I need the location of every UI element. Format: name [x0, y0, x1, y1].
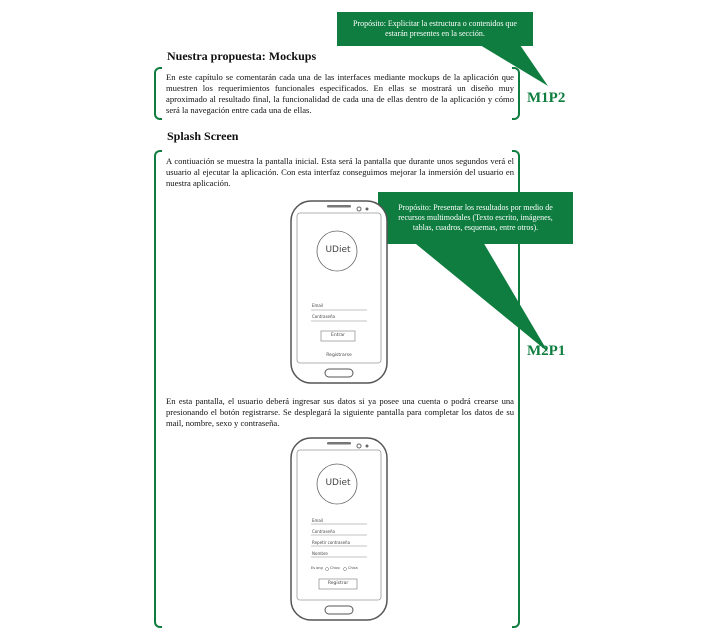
phone-frame-2: [289, 436, 389, 622]
section-heading-mockups: Nuestra propuesta: Mockups: [167, 49, 317, 63]
bracket-left-2: [154, 150, 162, 628]
section-heading-splash: Splash Screen: [167, 129, 239, 143]
phone2-register-button[interactable]: Registrar: [327, 581, 349, 586]
callout-2: [378, 192, 573, 244]
phone2-field-email[interactable]: Email: [312, 518, 324, 523]
label-m1p2: M1P2: [527, 90, 566, 106]
phone1-enter-button[interactable]: Entrar: [331, 333, 345, 338]
label-m2p1: M2P1: [527, 343, 566, 359]
phone1-logo: UDiet: [325, 245, 351, 255]
splash-paragraph-2: En esta pantalla, el usuario deberá ingresar sus datos si ya posee una cuenta o podrá crearse una presionando el botón registrarse. Se desplegará la siguiente pantalla para completar los datos de su mail, nombre, sexo y contraseña.: [166, 396, 514, 428]
section-paragraph-mockups: En este capítulo se comentarán cada una de las interfaces mediante mockups de la aplicación que muestren los requerimientos funcionales especificados. En ellas se mostrará un diseño muy aproximado al resultado final, la funcionalidad de cada una de ellas dentro de la aplicación y cómo será la navegación entre cada una de ellas.: [166, 72, 514, 115]
phone2-sex-option-female[interactable]: Chica: [348, 566, 358, 570]
phone-mockup-login: [289, 199, 389, 385]
phone2-logo: UDiet: [325, 478, 351, 488]
phone2-sex-label: Es ong: [311, 566, 323, 570]
phone2-field-password[interactable]: Contraseña: [312, 529, 335, 534]
phone1-register-link[interactable]: Registrarse: [326, 353, 352, 358]
phone2-field-name[interactable]: Nombre: [312, 551, 328, 556]
callout-1-text: Propósito: Explicitar la estructura o contenidos que estarán presentes en la sección.: [353, 19, 517, 38]
phone2-sex-option-male[interactable]: Chico: [330, 566, 340, 570]
splash-paragraph-1: A contiuación se muestra la pantalla inicial. Esta será la pantalla que durante unos segundos verá el usuario al ejecutar la aplicación. Con esta interfaz conseguimos mejorar la inmersión del usuario en nuestra aplicación.: [166, 156, 514, 188]
bracket-left-1: [154, 67, 162, 120]
phone1-field-email[interactable]: Email: [312, 303, 324, 308]
phone1-field-password[interactable]: Contraseña: [312, 314, 335, 319]
callout-2-text: Propósito: Presentar los resultados por medio de recursos multimodales (Texto escrito, imágenes, tablas, cuadros, esquemas, entre otros).: [398, 203, 553, 232]
phone-mockup-register: [289, 436, 389, 622]
phone2-field-repeat-password[interactable]: Repetir contraseña: [312, 540, 351, 545]
